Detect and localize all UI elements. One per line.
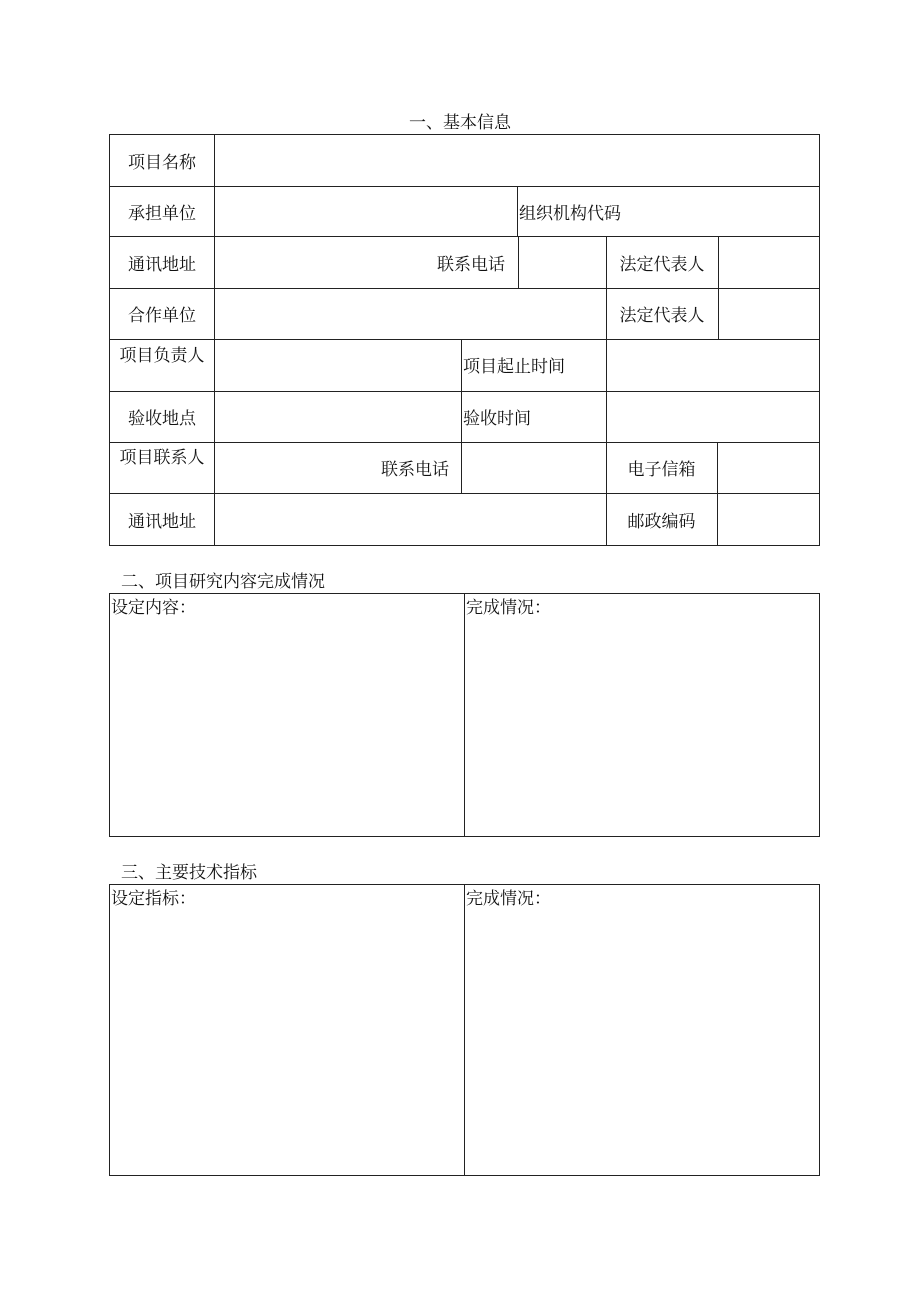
planned-indicators-caption: 设定指标：	[111, 889, 196, 909]
email-field[interactable]	[718, 443, 818, 492]
label-partner-unit: 合作单位	[128, 306, 196, 326]
label-undertaking-unit: 承担单位	[128, 203, 196, 224]
section-2-title: 二、项目研究内容完成情况	[121, 572, 325, 592]
tech-indicators-table	[109, 884, 820, 1176]
planned-content-textarea[interactable]	[114, 622, 460, 832]
label-email: 电子信箱	[627, 460, 696, 480]
label-org-code: 组织机构代码	[519, 203, 621, 224]
legal-rep-field[interactable]	[719, 237, 818, 287]
label-postcode: 邮政编码	[627, 511, 696, 532]
label-legal-rep-2: 法定代表人	[619, 306, 705, 326]
phone-field[interactable]	[519, 237, 605, 287]
label-legal-rep: 法定代表人	[619, 254, 705, 275]
indicator-completion-textarea[interactable]	[469, 913, 815, 1171]
undertaking-unit-field[interactable]	[215, 187, 516, 235]
col-divider	[464, 594, 465, 836]
completion-textarea[interactable]	[469, 622, 815, 832]
planned-indicators-textarea[interactable]	[114, 913, 460, 1171]
label-address-2: 通讯地址	[128, 511, 196, 532]
address-2-field[interactable]	[215, 494, 605, 544]
project-leader-field[interactable]	[215, 340, 460, 390]
contact-phone-field[interactable]	[462, 443, 605, 492]
org-code-field[interactable]	[650, 187, 818, 235]
project-period-field[interactable]	[607, 340, 818, 390]
section-3-title: 三、主要技术指标	[121, 863, 257, 883]
label-acceptance-time: 验收时间	[463, 408, 531, 429]
completion-caption: 完成情况：	[466, 598, 551, 618]
acceptance-time-field[interactable]	[607, 391, 818, 441]
partner-unit-field[interactable]	[215, 289, 605, 338]
label-project-contact: 项目联系人	[119, 448, 205, 468]
project-name-field[interactable]	[215, 136, 818, 185]
indicator-completion-caption: 完成情况：	[466, 889, 551, 909]
research-content-table	[109, 593, 820, 837]
col-divider	[464, 885, 465, 1175]
label-contact-phone: 联系电话	[381, 460, 449, 480]
planned-content-caption: 设定内容：	[111, 598, 196, 618]
label-project-leader: 项目负责人	[119, 346, 205, 366]
label-project-period: 项目起止时间	[463, 357, 565, 377]
legal-rep-2-field[interactable]	[719, 289, 818, 338]
label-acceptance-site: 验收地点	[128, 408, 196, 429]
label-project-name: 项目名称	[128, 153, 196, 173]
acceptance-site-field[interactable]	[215, 391, 460, 441]
label-address: 通讯地址	[128, 254, 196, 275]
section-1-title: 一、基本信息	[409, 113, 511, 133]
label-phone: 联系电话	[437, 254, 505, 275]
postcode-field[interactable]	[718, 494, 818, 544]
